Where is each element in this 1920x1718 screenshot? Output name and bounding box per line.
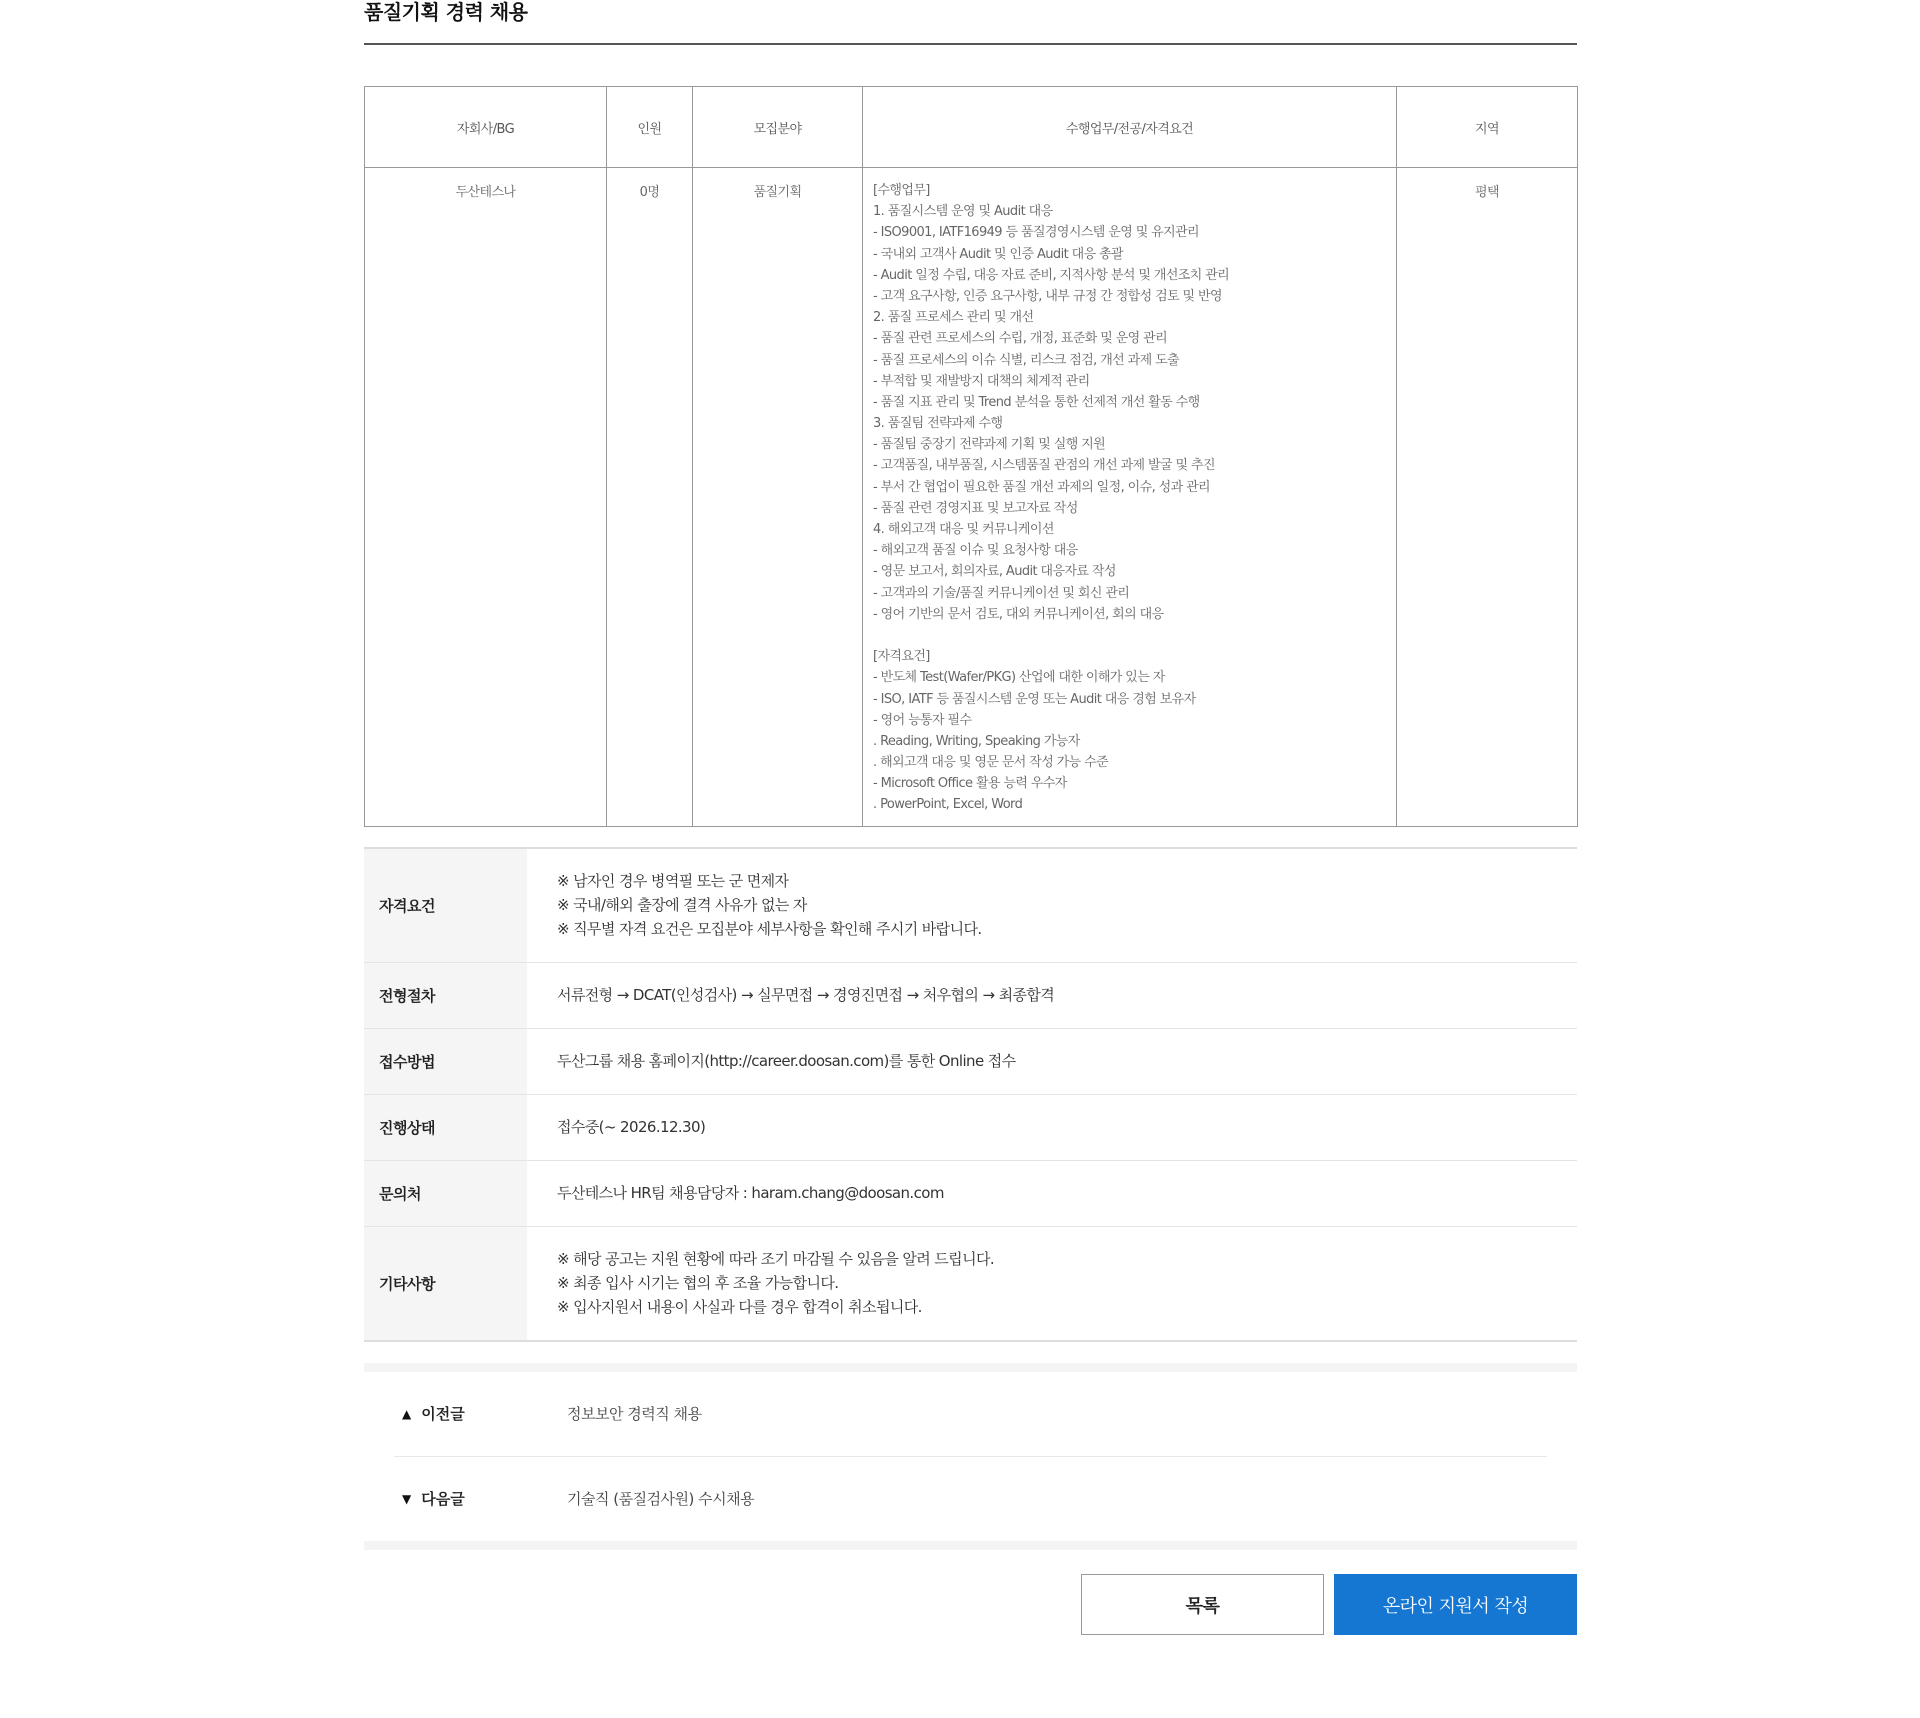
- duty-line: - 품질 관련 프로세스의 수립, 개정, 표준화 및 운영 관리: [873, 331, 1168, 347]
- duty-line: . Reading, Writing, Speaking 가능자: [873, 733, 1080, 749]
- duty-line: - 품질 관련 경영지표 및 보고자료 작성: [873, 500, 1078, 516]
- action-buttons: [1081, 1574, 1577, 1635]
- apply-method-text: 두산그룹 채용 홈페이지(http://career.doosan.com)를 통한 Online 접수: [557, 1052, 1016, 1071]
- col-header-company: 자회사/BG: [365, 87, 607, 168]
- info-label: 접수방법: [364, 1029, 527, 1094]
- prev-post-label: 이전글: [421, 1405, 465, 1424]
- info-label: 진행상태: [364, 1095, 527, 1160]
- info-row-status: [364, 1095, 1577, 1161]
- duty-line: 4. 해외고객 대응 및 커뮤니케이션: [873, 522, 1054, 537]
- jobs-table: [364, 86, 1578, 827]
- col-header-duties: 수행업무/전공/자격요건: [863, 87, 1397, 168]
- job-posting-detail: [364, 0, 1577, 1617]
- qualification-line: ※ 남자인 경우 병역필 또는 군 면제자: [557, 872, 789, 891]
- info-row-etc: [364, 1227, 1577, 1342]
- info-value: [527, 1161, 1577, 1226]
- cell-region: 평택: [1397, 168, 1578, 827]
- prev-post-item[interactable]: [394, 1372, 1547, 1457]
- duty-line: - 부적합 및 재발방지 대책의 체계적 관리: [873, 373, 1090, 389]
- info-label: 기타사항: [364, 1227, 527, 1340]
- duty-line: [873, 625, 1386, 646]
- duties-list: [873, 180, 1386, 816]
- qualification-line: ※ 직무별 자격 요건은 모집분야 세부사항을 확인해 주시기 바랍니다.: [557, 920, 982, 939]
- cell-duties: [863, 168, 1397, 827]
- duty-line: - 영어 기반의 문서 검토, 대외 커뮤니케이션, 회의 대응: [873, 606, 1164, 622]
- etc-line: ※ 해당 공고는 지원 현황에 따라 조기 마감될 수 있음을 알려 드립니다.: [557, 1250, 995, 1269]
- process-text: 서류전형 → DCAT(인성검사) → 실무면접 → 경영진면접 → 처우협의 → 최종합격: [557, 986, 1055, 1005]
- duty-line: 3. 품질팀 전략과제 수행: [873, 416, 1003, 432]
- cell-company: 두산테스나: [365, 168, 607, 827]
- status-text: 접수중(~ 2026.12.30): [557, 1118, 706, 1137]
- duty-line: 1. 품질시스템 운영 및 Audit 대응: [873, 204, 1053, 220]
- duty-line: - 고객품질, 내부품질, 시스템품질 관점의 개선 과제 발굴 및 추진: [873, 458, 1215, 474]
- page-title: 품질기획 경력 채용: [364, 0, 1577, 45]
- duty-line: - Audit 일정 수립, 대응 자료 준비, 지적사항 분석 및 개선조치 관리: [873, 267, 1230, 283]
- list-button[interactable]: 목록: [1081, 1574, 1324, 1635]
- col-header-headcount: 인원: [607, 87, 693, 168]
- duty-line: - 품질 지표 관리 및 Trend 분석을 통한 선제적 개선 활동 수행: [873, 394, 1200, 410]
- apply-online-button[interactable]: 온라인 지원서 작성: [1334, 1574, 1577, 1635]
- duty-line: - 영문 보고서, 회의자료, Audit 대응자료 작성: [873, 564, 1116, 580]
- info-row-qualification: [364, 849, 1577, 963]
- etc-line: ※ 입사지원서 내용이 사실과 다를 경우 합격이 취소됩니다.: [557, 1298, 922, 1317]
- info-table: [364, 847, 1577, 1342]
- table-row: [365, 168, 1578, 827]
- prev-next-nav: [364, 1363, 1577, 1550]
- info-label: 자격요건: [364, 849, 527, 962]
- info-row-process: [364, 963, 1577, 1029]
- duty-line: - 영어 능통자 필수: [873, 712, 972, 728]
- info-label: 문의처: [364, 1161, 527, 1226]
- cell-headcount: 0명: [607, 168, 693, 827]
- contact-text: 두산테스나 HR팀 채용담당자 : haram.chang@doosan.com: [557, 1184, 944, 1203]
- duty-line: - 부서 간 협업이 필요한 품질 개선 과제의 일정, 이슈, 성과 관리: [873, 479, 1211, 495]
- next-post-link[interactable]: 기술직 (품질검사원) 수시채용: [567, 1490, 755, 1509]
- jobs-table-header: [365, 87, 1578, 168]
- col-header-region: 지역: [1397, 87, 1578, 168]
- prev-post-link[interactable]: 정보보안 경력직 채용: [567, 1405, 702, 1424]
- triangle-up-icon: ▲: [402, 1406, 412, 1421]
- duty-line: - 국내외 고객사 Audit 및 인증 Audit 대응 총괄: [873, 246, 1123, 262]
- duty-line: - 고객과의 기술/품질 커뮤니케이션 및 회신 관리: [873, 585, 1130, 601]
- duty-line: . PowerPoint, Excel, Word: [873, 797, 1023, 813]
- qualification-line: ※ 국내/해외 출장에 결격 사유가 없는 자: [557, 896, 807, 915]
- info-row-apply-method: [364, 1029, 1577, 1095]
- info-value: [527, 963, 1577, 1028]
- duty-line: - Microsoft Office 활용 능력 우수자: [873, 776, 1067, 792]
- duty-line: - 반도체 Test(Wafer/PKG) 산업에 대한 이해가 있는 자: [873, 670, 1165, 686]
- duty-line: [수행업무]: [873, 183, 930, 198]
- next-post-label: 다음글: [421, 1490, 465, 1509]
- col-header-field: 모집분야: [693, 87, 863, 168]
- info-value: [527, 849, 1577, 962]
- duty-line: - ISO9001, IATF16949 등 품질경영시스템 운영 및 유지관리: [873, 225, 1200, 241]
- duty-line: - 해외고객 품질 이슈 및 요청사항 대응: [873, 543, 1078, 559]
- duty-line: . 해외고객 대응 및 영문 문서 작성 가능 수준: [873, 755, 1109, 771]
- duty-line: - 품질팀 중장기 전략과제 기획 및 실행 지원: [873, 437, 1106, 453]
- info-value: [527, 1029, 1577, 1094]
- info-value: [527, 1227, 1577, 1340]
- duty-line: - 고객 요구사항, 인증 요구사항, 내부 규정 간 정합성 검토 및 반영: [873, 288, 1222, 304]
- duty-line: - ISO, IATF 등 품질시스템 운영 또는 Audit 대응 경험 보유자: [873, 691, 1196, 707]
- next-post-item[interactable]: [394, 1457, 1547, 1541]
- info-row-contact: [364, 1161, 1577, 1227]
- cell-field: 품질기획: [693, 168, 863, 827]
- duty-line: - 품질 프로세스의 이슈 식별, 리스크 점검, 개선 과제 도출: [873, 352, 1180, 368]
- duty-line: [자격요건]: [873, 649, 930, 665]
- duty-line: 2. 품질 프로세스 관리 및 개선: [873, 310, 1034, 326]
- triangle-down-icon: ▼: [402, 1491, 412, 1506]
- etc-line: ※ 최종 입사 시기는 협의 후 조율 가능합니다.: [557, 1274, 839, 1293]
- info-value: [527, 1095, 1577, 1160]
- info-label: 전형절차: [364, 963, 527, 1028]
